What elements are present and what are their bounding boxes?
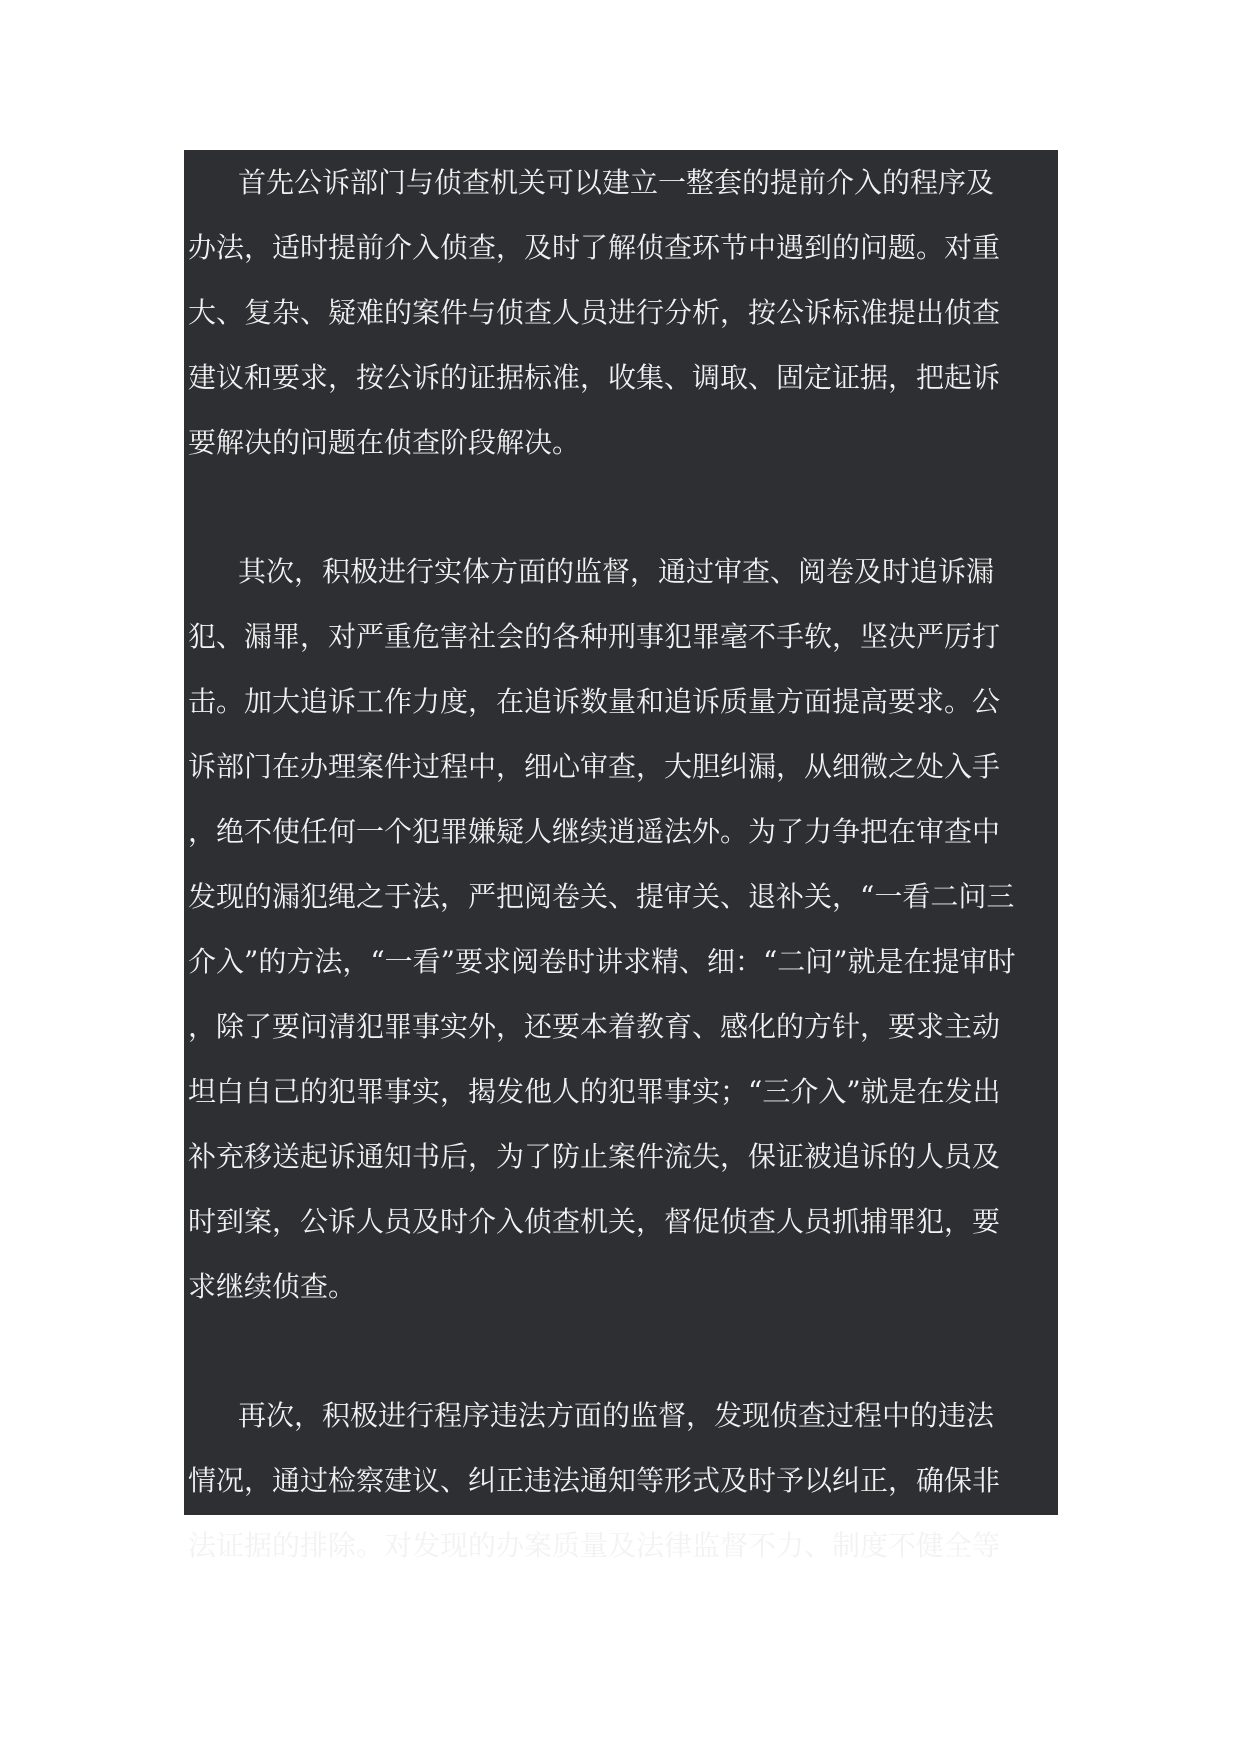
text-column: [188, 150, 1054, 1578]
text-line: 补充移送起诉通知书后，为了防止案件流失，保证被追诉的人员及: [188, 1140, 1001, 1173]
text-line: 办法，适时提前介入侦查，及时了解侦查环节中遇到的问题。对重: [188, 231, 1001, 264]
text-block: [184, 150, 1058, 1562]
paragraph-gap: [188, 475, 1054, 539]
text-line: 坦白自己的犯罪事实，揭发他人的犯罪事实；“三介入”就是在发出: [188, 1075, 1001, 1108]
text-line: 建议和要求，按公诉的证据标准，收集、调取、固定证据，把起诉: [188, 361, 1001, 394]
text-line: 法证据的排除。对发现的办案质量及法律监督不力、制度不健全等: [188, 1529, 1001, 1562]
text-line: 求继续侦查。: [188, 1270, 357, 1303]
paragraph-1: [188, 150, 1054, 475]
paragraph-3: [188, 1383, 1054, 1578]
text-line: ，绝不使任何一个犯罪嫌疑人继续逍遥法外。为了力争把在审查中: [188, 815, 1001, 848]
text-line: ，除了要问清犯罪事实外，还要本着教育、感化的方针，要求主动: [188, 1010, 1001, 1043]
text-line: 首先公诉部门与侦查机关可以建立一整套的提前介入的程序及: [238, 166, 995, 199]
paragraph-2: [188, 539, 1054, 1319]
text-line: 击。加大追诉工作力度，在追诉数量和追诉质量方面提高要求。公: [188, 685, 1001, 718]
text-line: 时到案，公诉人员及时介入侦查机关，督促侦查人员抓捕罪犯，要: [188, 1205, 1001, 1238]
text-line: 发现的漏犯绳之于法，严把阅卷关、提审关、退补关，“一看二问三: [188, 880, 1015, 913]
text-line: 其次，积极进行实体方面的监督，通过审查、阅卷及时追诉漏: [238, 555, 995, 588]
text-line: 情况，通过检察建议、纠正违法通知等形式及时予以纠正，确保非: [188, 1464, 1001, 1497]
text-line: 介入”的方法，“一看”要求阅卷时讲求精、细：“二问”就是在提审时: [188, 945, 1016, 978]
text-line: 再次，积极进行程序违法方面的监督，发现侦查过程中的违法: [238, 1399, 995, 1432]
paragraph-gap: [188, 1319, 1054, 1383]
text-line: 犯、漏罪，对严重危害社会的各种刑事犯罪毫不手软，坚决严厉打: [188, 620, 1001, 653]
text-line: 大、复杂、疑难的案件与侦查人员进行分析，按公诉标准提出侦查: [188, 296, 1001, 329]
text-line: 要解决的问题在侦查阶段解决。: [188, 426, 581, 459]
text-line: 诉部门在办理案件过程中，细心审查，大胆纠漏，从细微之处入手: [188, 750, 1001, 783]
